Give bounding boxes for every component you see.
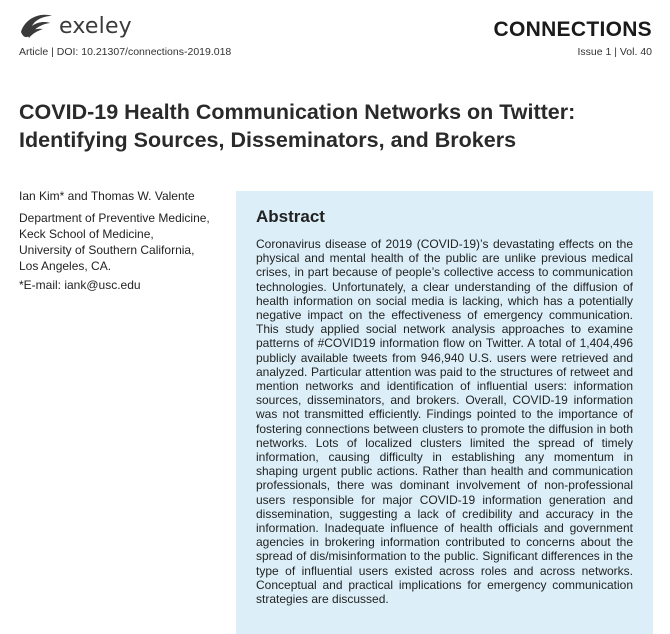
abstract-box bbox=[236, 191, 653, 634]
journal-name: CONNECTIONS bbox=[493, 18, 652, 41]
issue-volume: Issue 1 | Vol. 40 bbox=[577, 46, 652, 58]
paper-title bbox=[19, 98, 649, 154]
affiliation bbox=[19, 210, 210, 274]
authors: Ian Kim* and Thomas W. Valente bbox=[19, 189, 195, 203]
affiliation-line: Department of Preventive Medicine, bbox=[19, 211, 210, 225]
title-line: COVID-19 Health Communication Networks on Twitter: bbox=[19, 100, 576, 124]
abstract-heading: Abstract bbox=[256, 207, 325, 226]
article-doi: Article | DOI: 10.21307/connections-2019.018 bbox=[19, 46, 232, 58]
abstract-text: Coronavirus disease of 2019 (COVID-19)’s devastating effects on the physical and mental health of the public are unlike previous medical crises, in part because of people’s collective access to communication technologies. Unfortunately, a clear understanding of the diffusion of health information on social media is lacking, which has a potentially negative impact on the effectiveness of emergency communication. This study applied social network analysis approaches to examine patterns of #COVID19 information flow on Twitter. A total of 1,404,496 publicly available tweets from 946,940 U.S. users were retrieved and analyzed. Particular attention was paid to the structures of retweet and mention networks and identification of influential users: information sources, disseminators, and brokers. Overall, COVID-19 information was not transmitted efficiently. Findings pointed to the importance of fostering connections between clusters to promote the diffusion in both networks. Lots of localized clusters limited the spread of timely information, causing difficulty in establishing any momentum in shaping urgent public actions. Rather than health and communication professionals, there was dominant involvement of non-professional users responsible for major COVID-19 information generation and dissemination, suggesting a lack of credibility and accuracy in the information. Inadequate influence of health officials and government agencies in brokering information contributed to concerns about the spread of dis/misinformation to the public. Significant differences in the type of influential users existed across roles and across networks. Conceptual and practical implications for emergency communication strategies are discussed. bbox=[256, 237, 633, 607]
affiliation-line: Los Angeles, CA. bbox=[19, 259, 112, 273]
corresponding-email: *E-mail: iank@usc.edu bbox=[19, 278, 141, 292]
logo-text: exeley bbox=[59, 13, 132, 39]
publisher-logo bbox=[19, 9, 132, 43]
affiliation-line: University of Southern California, bbox=[19, 243, 195, 257]
eagle-icon bbox=[19, 10, 53, 42]
title-line: Identifying Sources, Disseminators, and Brokers bbox=[19, 128, 517, 152]
affiliation-line: Keck School of Medicine, bbox=[19, 227, 154, 241]
